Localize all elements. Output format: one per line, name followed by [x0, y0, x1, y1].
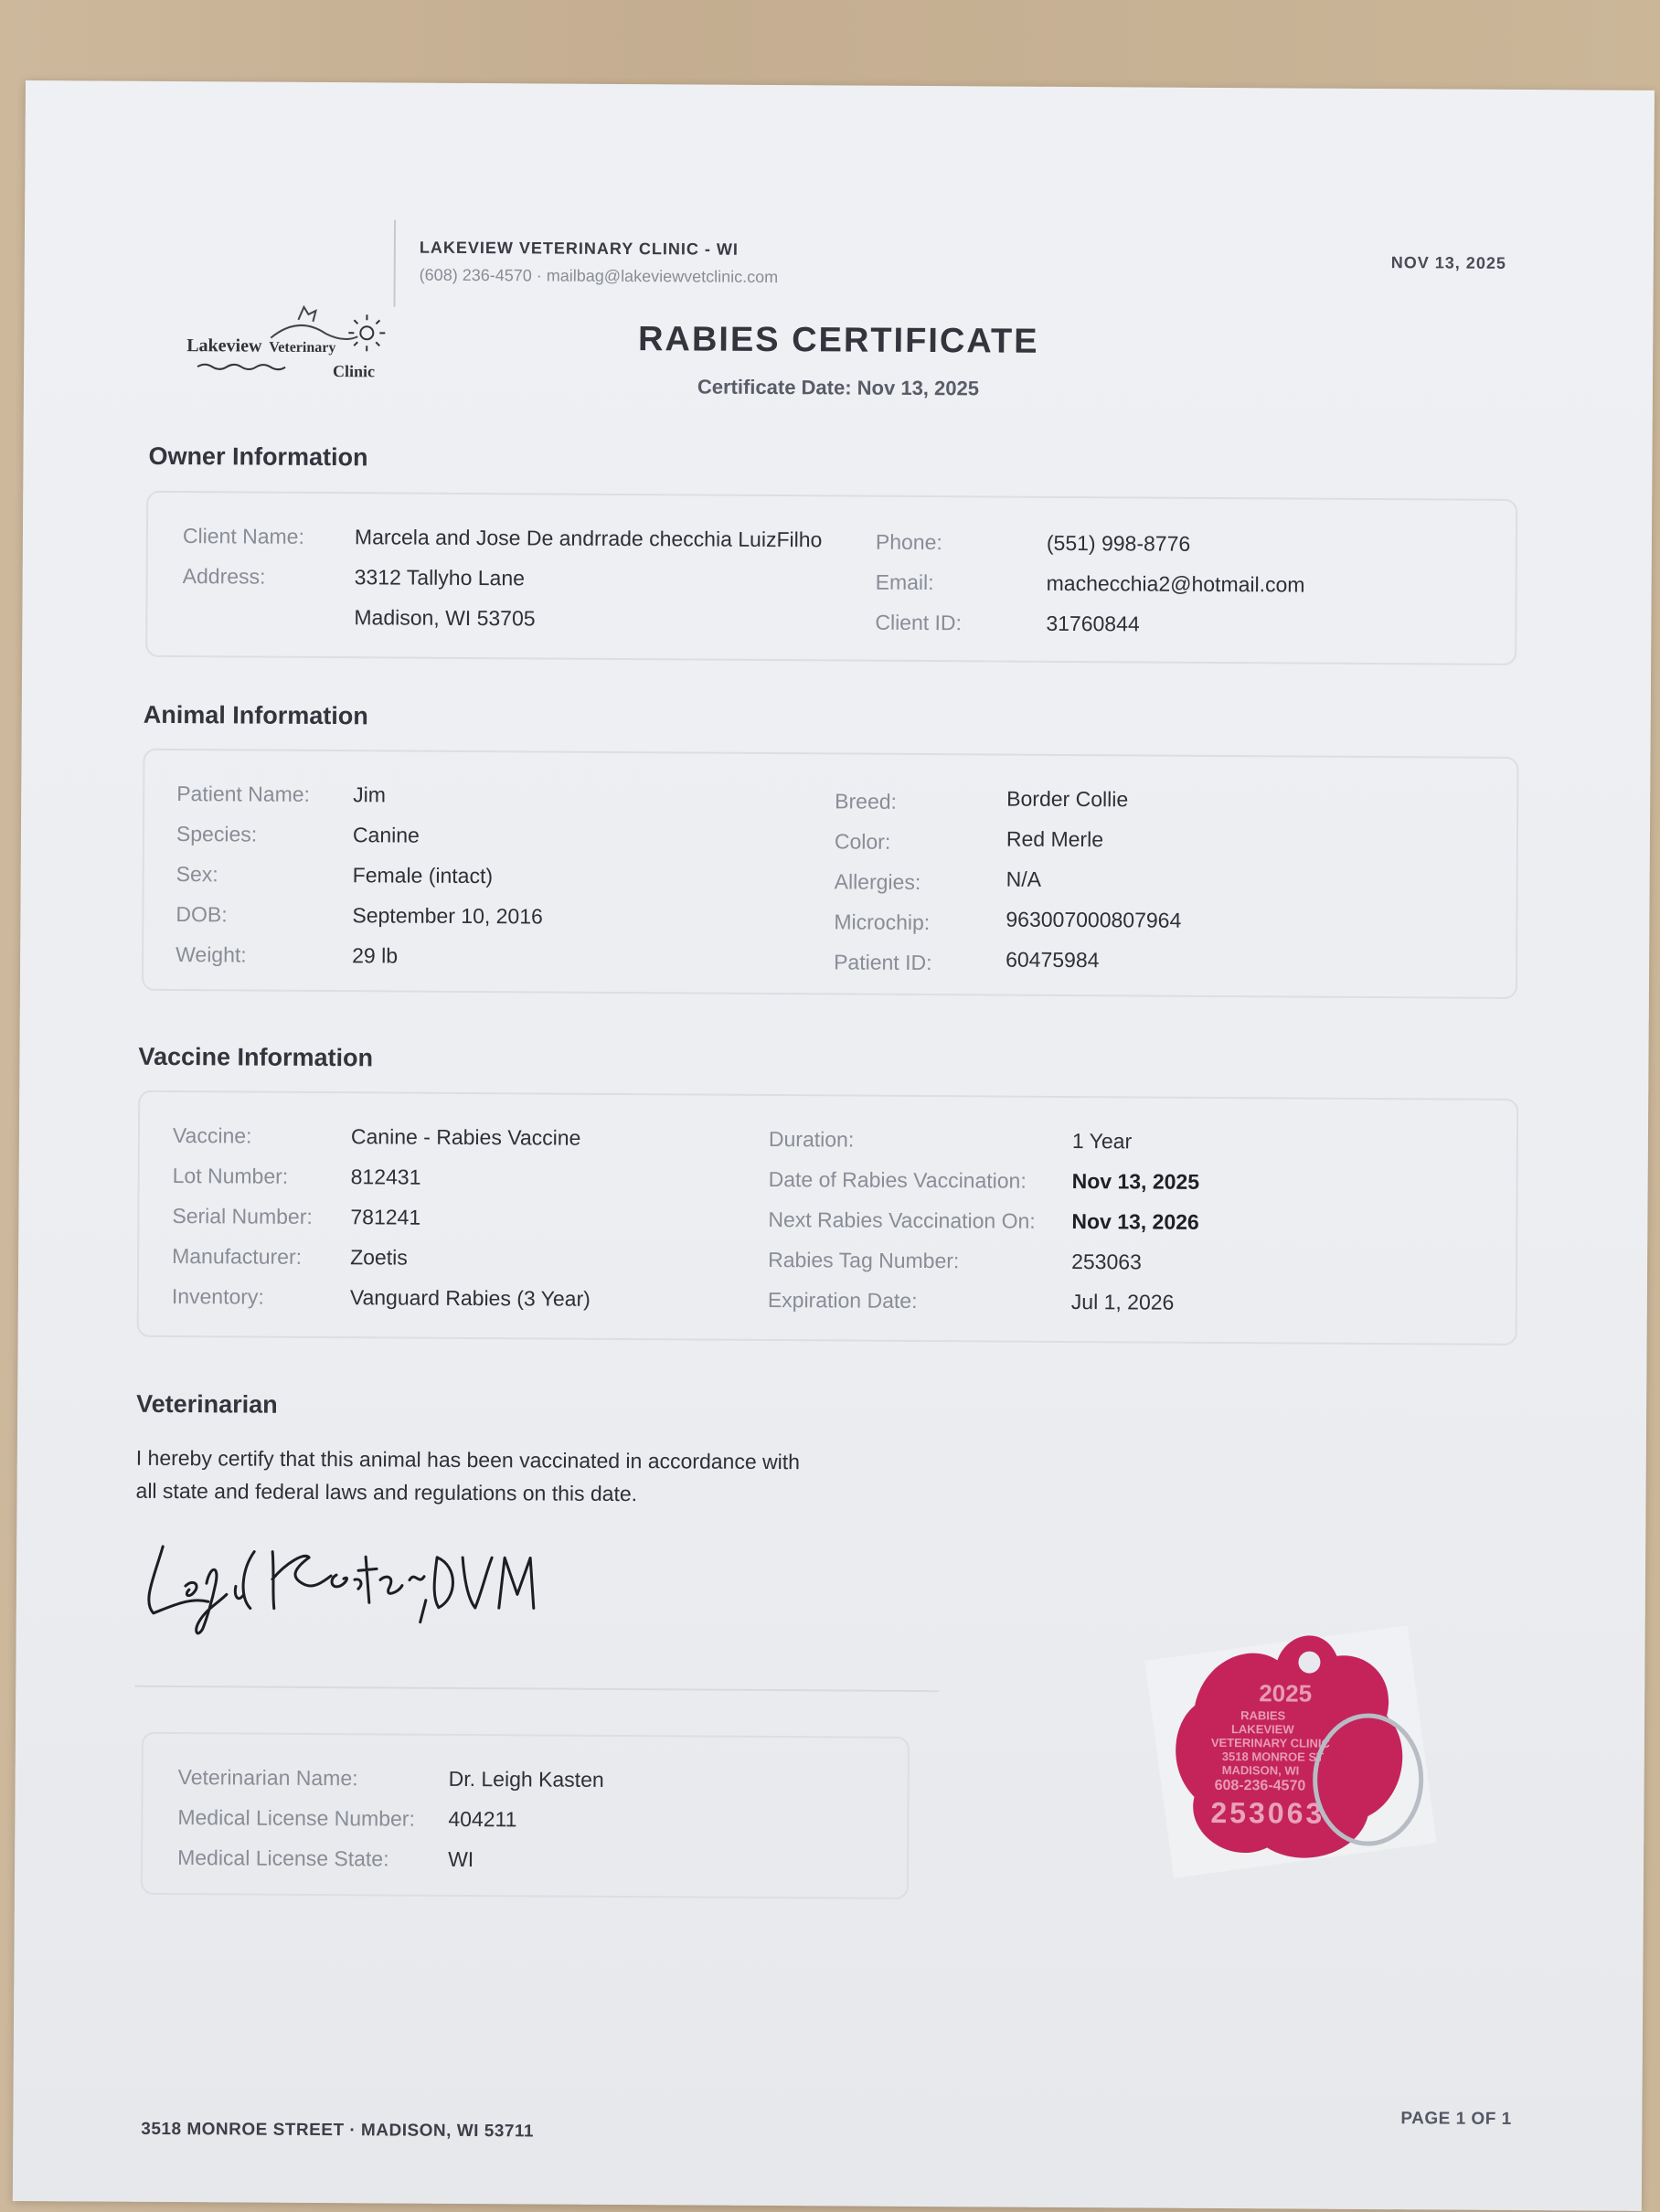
address-line2: Madison, WI 53705 [354, 605, 536, 631]
footer-address: 3518 MONROE STREET · MADISON, WI 53711 [141, 2119, 535, 2142]
sex-value: Female (intact) [352, 863, 494, 888]
inventory-label: Inventory: [171, 1284, 264, 1309]
license-state-value: WI [448, 1846, 474, 1872]
owner-section-title: Owner Information [148, 441, 368, 472]
certification-line-2: all state and federal laws and regulations on this date. [135, 1478, 638, 1506]
clinic-logo-graphic [161, 218, 390, 394]
expiration-date-value: Jul 1, 2026 [1070, 1290, 1175, 1314]
tag-number-value: 253063 [1071, 1250, 1142, 1274]
clinic-contact: (608) 236-4570 · mailbag@lakeviewvetclinic.com [419, 265, 779, 287]
client-id-label: Client ID: [875, 610, 963, 635]
rabies-tag-graphic [1139, 1604, 1442, 1908]
license-number-label: Medical License Number: [177, 1805, 415, 1831]
next-vaccination-value: Nov 13, 2026 [1071, 1209, 1199, 1234]
tag-number: 253063 [1210, 1795, 1325, 1830]
tag-number-label: Rabies Tag Number: [768, 1247, 960, 1273]
certification-line-1: I hereby certify that this animal has been vaccinated in accordance with [135, 1445, 801, 1474]
tag-line-2: LAKEVIEW [1230, 1722, 1294, 1737]
page-title: RABIES CERTIFICATE [637, 320, 1039, 361]
clinic-logo [161, 218, 390, 394]
vaccine-section-title: Vaccine Information [138, 1042, 374, 1072]
manufacturer-label: Manufacturer: [172, 1244, 303, 1269]
lot-number-value: 812431 [350, 1164, 421, 1189]
license-number-value: 404211 [448, 1806, 517, 1832]
inventory-value: Vanguard Rabies (3 Year) [349, 1285, 591, 1311]
client-name-value: Marcela and Jose De andrrade checchia LuizFilho [354, 525, 823, 552]
color-value: Red Merle [1006, 826, 1104, 852]
duration-label: Duration: [768, 1126, 855, 1152]
patient-name-label: Patient Name: [176, 782, 311, 806]
weight-label: Weight: [176, 942, 247, 967]
vaccination-date-value: Nov 13, 2025 [1071, 1169, 1200, 1194]
phone-value: (551) 998-8776 [1046, 530, 1191, 556]
breed-value: Border Collie [1006, 786, 1129, 812]
vaccination-date-label: Date of Rabies Vaccination: [768, 1166, 1027, 1193]
patient-id-value: 60475984 [1006, 947, 1100, 973]
next-vaccination-label: Next Rabies Vaccination On: [768, 1207, 1036, 1233]
weight-value: 29 lb [352, 943, 399, 968]
logo-text-1: Lakeview [186, 335, 262, 356]
dob-label: DOB: [176, 902, 228, 927]
rabies-tag [1139, 1604, 1442, 1908]
logo-text-2: Veterinary [269, 339, 336, 356]
vaccine-label: Vaccine: [172, 1123, 252, 1148]
allergies-value: N/A [1006, 867, 1042, 891]
veterinarian-signature [135, 1515, 538, 1645]
animal-info-box [142, 749, 1519, 999]
serial-number-label: Serial Number: [172, 1204, 313, 1228]
address-line1: 3312 Tallyho Lane [354, 565, 526, 590]
certificate-date: Certificate Date: Nov 13, 2025 [697, 375, 980, 400]
client-id-value: 31760844 [1046, 611, 1140, 636]
allergies-label: Allergies: [834, 869, 921, 894]
header-date: NOV 13, 2025 [1390, 253, 1506, 272]
breed-label: Breed: [835, 789, 898, 814]
tag-line-5: MADISON, WI [1221, 1763, 1300, 1778]
clinic-name: LAKEVIEW VETERINARY CLINIC - WI [419, 238, 739, 259]
phone-label: Phone: [875, 529, 942, 555]
microchip-value: 963007000807964 [1006, 907, 1182, 932]
signature-graphic [135, 1515, 538, 1645]
tag-line-4: 3518 MONROE ST [1221, 1749, 1325, 1764]
duration-value: 1 Year [1071, 1129, 1133, 1154]
manufacturer-value: Zoetis [350, 1245, 408, 1270]
email-label: Email: [875, 569, 934, 595]
sex-label: Sex: [176, 862, 218, 887]
owner-info-box [145, 491, 1517, 665]
tag-line-1: RABIES [1240, 1708, 1286, 1723]
serial-number-value: 781241 [350, 1205, 421, 1229]
certification-statement [135, 1441, 958, 1512]
patient-name-value: Jim [353, 782, 387, 807]
signature-line [134, 1686, 939, 1692]
vet-name-label: Veterinarian Name: [177, 1765, 358, 1791]
tag-line-3: VETERINARY CLINIC [1210, 1735, 1330, 1750]
microchip-label: Microchip: [834, 909, 931, 935]
certificate-page [13, 80, 1655, 2211]
animal-section-title: Animal Information [143, 700, 368, 730]
patient-id-label: Patient ID: [834, 950, 932, 975]
tag-year: 2025 [1259, 1679, 1313, 1707]
vaccine-value: Canine - Rabies Vaccine [350, 1124, 581, 1150]
address-label: Address: [182, 564, 266, 589]
dob-value: September 10, 2016 [352, 903, 543, 929]
color-label: Color: [834, 829, 891, 854]
species-label: Species: [176, 822, 258, 846]
email-value: machecchia2@hotmail.com [1046, 570, 1305, 597]
client-name-label: Client Name: [182, 524, 304, 548]
license-state-label: Medical License State: [177, 1845, 389, 1871]
vet-name-value: Dr. Leigh Kasten [448, 1766, 604, 1792]
tag-line-6: 608-236-4570 [1214, 1777, 1306, 1794]
lot-number-label: Lot Number: [172, 1164, 289, 1188]
species-value: Canine [352, 823, 420, 847]
page-number: PAGE 1 OF 1 [1400, 2109, 1512, 2129]
logo-text-3: Clinic [333, 362, 376, 381]
header-divider [393, 219, 396, 306]
veterinarian-section-title: Veterinarian [136, 1389, 278, 1419]
expiration-date-label: Expiration Date: [767, 1287, 918, 1313]
